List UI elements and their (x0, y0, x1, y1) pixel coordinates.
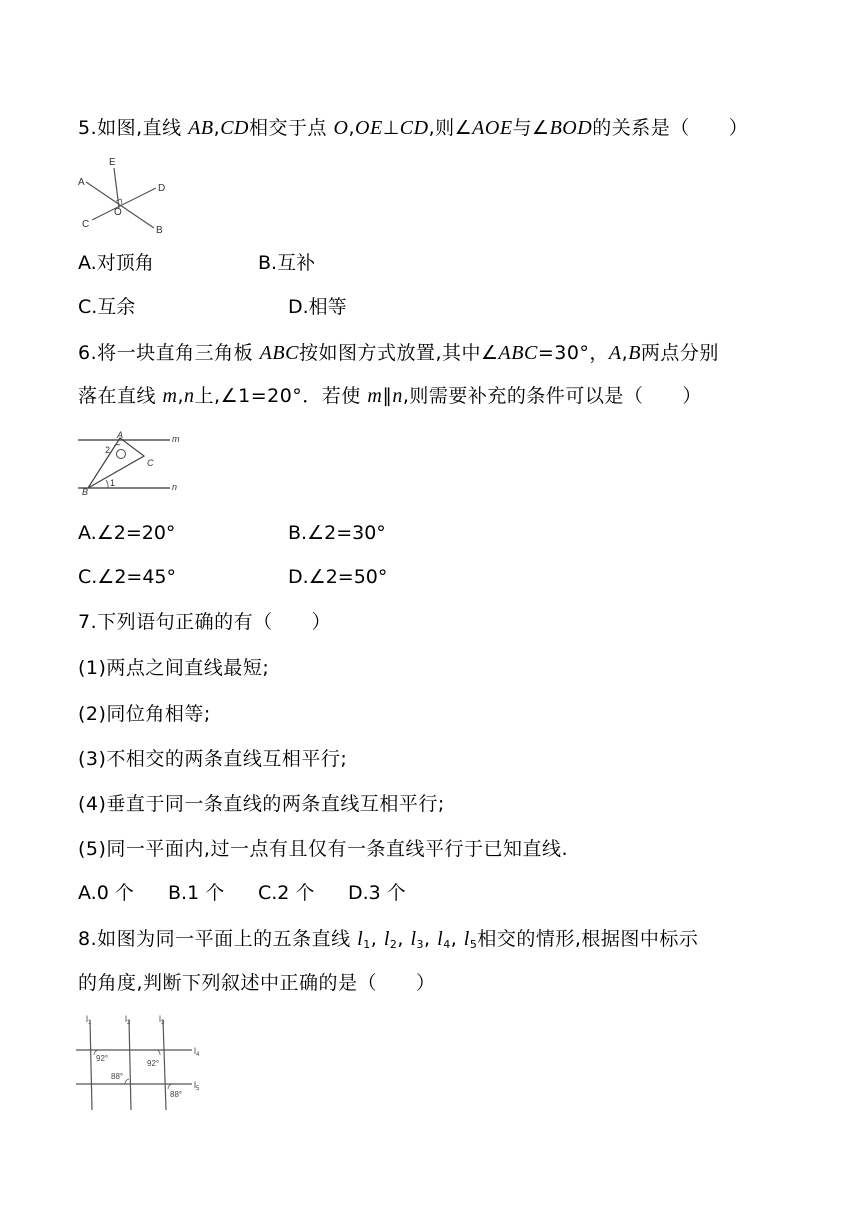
angle-arc-3 (125, 1079, 129, 1084)
label-c: C (82, 219, 90, 230)
q5-option-c[interactable]: C.互余 (78, 296, 136, 318)
label-b: B (156, 225, 163, 236)
q5-text: ⊥ (382, 117, 400, 139)
q6-var: m (367, 385, 383, 407)
q5-var: AOE (472, 117, 513, 139)
q6-text: ∥ (382, 385, 393, 407)
q8-line-l5: l (463, 928, 470, 950)
q8-figure (72, 1012, 222, 1112)
q7-option-a[interactable]: A.0 个 (78, 882, 134, 904)
q8-sub-3: 3 (416, 938, 425, 951)
label-b: B (82, 487, 89, 497)
q8-sub-1: 1 (363, 938, 371, 951)
q8-line-l1: l (357, 928, 364, 950)
q7-item-5: (5)同一平面内,过一点有且仅有一条直线平行于已知直线. (78, 838, 568, 860)
q8-line-l2: l (383, 928, 390, 950)
label-l5: $l_5$ (194, 1080, 200, 1092)
label-l1: $l_1$ (86, 1014, 92, 1026)
q5-option-d[interactable]: D.相等 (288, 296, 347, 318)
label-angle-1: 1 (110, 478, 116, 488)
q8-sep: , (424, 928, 438, 950)
angle-label-92-1: 92° (96, 1054, 109, 1063)
q8-stem-line1 (78, 926, 698, 958)
q6-text: 两点分别 (640, 342, 719, 364)
q6-var: A (608, 342, 622, 364)
q6-comma: , (177, 385, 185, 407)
q8-text: 相交的情形,根据图中标示 (477, 928, 699, 950)
q5-stem (78, 115, 748, 141)
q6-text: ,则需要补充的条件可以是（ ） (402, 385, 702, 407)
q8-line-l3: l (410, 928, 417, 950)
label-c: C (147, 458, 154, 468)
line-ab (86, 182, 154, 228)
q5-text: 的关系是（ ） (592, 117, 749, 139)
label-d: D (158, 183, 166, 194)
triangle-hole (117, 450, 126, 459)
line-l3 (163, 1020, 166, 1110)
q6-var: B (628, 342, 641, 364)
q6-stem-line2 (78, 383, 702, 409)
q6-stem-line1 (78, 340, 719, 366)
q5-text: 与∠ (512, 117, 550, 139)
q7-stem: 7.下列语句正确的有（ ） (78, 611, 332, 633)
angle-2-arc (114, 445, 120, 446)
q6-text: 6.将一块直角三角板 (78, 342, 260, 364)
label-a: A (78, 177, 85, 188)
q7-option-b[interactable]: B.1 个 (168, 882, 225, 904)
q5-var: CD (220, 117, 249, 139)
angle-arc-4 (168, 1084, 172, 1089)
q6-var: m (162, 385, 178, 407)
q5-var: O (333, 117, 349, 139)
q6-figure (78, 432, 188, 497)
q5-comma: , (213, 117, 221, 139)
q6-option-d[interactable]: D.∠2=50° (288, 566, 388, 588)
angle-label-88-1: 88° (111, 1072, 124, 1081)
q5-figure (74, 152, 174, 237)
q7-item-1: (1)两点之间直线最短; (78, 657, 270, 679)
angle-arc-2 (157, 1050, 160, 1055)
q6-var: n (184, 385, 195, 407)
label-l4: $l_4$ (194, 1046, 200, 1058)
q7-option-c[interactable]: C.2 个 (258, 882, 315, 904)
q8-sub-4: 4 (443, 938, 451, 951)
q5-option-a[interactable]: A.对顶角 (78, 252, 154, 274)
q5-comma: , (348, 117, 356, 139)
q6-var: n (392, 385, 403, 407)
q6-option-b[interactable]: B.∠2=30° (288, 522, 386, 544)
q6-option-c[interactable]: C.∠2=45° (78, 566, 177, 588)
label-a: A (117, 430, 124, 440)
q6-var: ABC (498, 342, 538, 364)
label-m: m (172, 434, 180, 444)
q5-var: OE (355, 117, 383, 139)
q6-text: 落在直线 (78, 385, 163, 407)
label-e: E (109, 157, 116, 168)
label-n: n (172, 482, 178, 492)
q6-var: ABC (259, 342, 299, 364)
q7-item-3: (3)不相交的两条直线互相平行; (78, 748, 348, 770)
q6-option-a[interactable]: A.∠2=20° (78, 522, 176, 544)
q5-text: 5.如图,直线 (78, 117, 189, 139)
q6-text: =30°， (537, 342, 609, 364)
q8-sep: , (397, 928, 411, 950)
q5-option-b[interactable]: B.互补 (258, 252, 316, 274)
angle-label-92-2: 92° (147, 1059, 160, 1068)
q8-line-l4: l (437, 928, 444, 950)
triangle-abc (88, 438, 144, 488)
q6-text: 上,∠1=20°．若使 (194, 385, 368, 407)
q7-option-d[interactable]: D.3 个 (348, 882, 406, 904)
q7-item-4: (4)垂直于同一条直线的两条直线互相平行; (78, 793, 445, 815)
q5-var: CD (399, 117, 429, 139)
label-angle-2: 2 (105, 445, 111, 455)
q8-text: 8.如图为同一平面上的五条直线 (78, 928, 358, 950)
q5-text: ,则∠ (428, 117, 473, 139)
q5-text: 相交于点 (249, 117, 334, 139)
q7-item-2: (2)同位角相等; (78, 703, 211, 725)
label-o: O (114, 207, 122, 218)
q8-sub-2: 2 (389, 938, 398, 951)
q8-sep: , (370, 928, 384, 950)
q8-stem-line2: 的角度,判断下列叙述中正确的是（ ） (78, 972, 436, 994)
label-l3: $l_3$ (159, 1014, 165, 1026)
angle-label-88-2: 88° (170, 1090, 183, 1099)
label-l2: $l_2$ (125, 1014, 131, 1026)
line-l1 (90, 1020, 92, 1110)
q8-sep: , (450, 928, 464, 950)
q8-sub-5: 5 (469, 938, 478, 951)
q5-var: BOD (549, 117, 593, 139)
q5-var: AB (188, 117, 214, 139)
q6-text: 按如图方式放置,其中∠ (298, 342, 499, 364)
q6-comma: , (621, 342, 629, 364)
line-l2 (129, 1020, 131, 1110)
angle-1-arc (106, 480, 108, 488)
